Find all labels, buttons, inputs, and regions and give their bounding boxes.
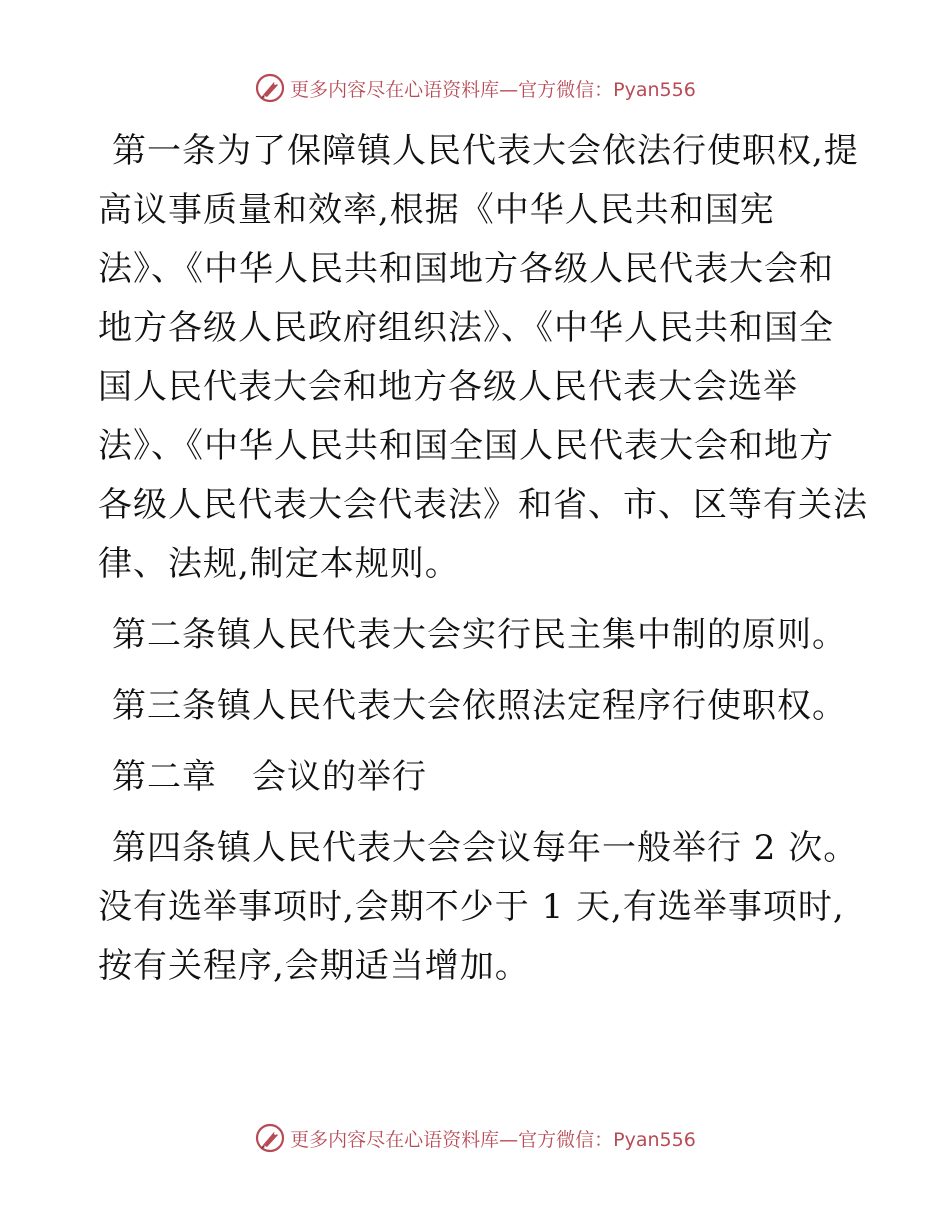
pen-logo-icon xyxy=(254,72,286,104)
text-line: 按有关程序,会期适当增加。 xyxy=(98,946,530,986)
text-line: 第四条镇人民代表大会会议每年一般举行 2 次。 xyxy=(112,828,859,868)
banner-text: 更多内容尽在心语资料库—官方微信：Pyan556 xyxy=(290,78,696,101)
text-line: 没有选举事项时,会期不少于 1 天,有选举事项时, xyxy=(98,887,845,927)
text-line: 第二章 会议的举行 xyxy=(112,757,427,797)
text-line: 第三条镇人民代表大会依照法定程序行使职权。 xyxy=(112,686,847,726)
text-line: 法》、《中华人民共和国全国人民代表大会和地方 xyxy=(98,426,834,466)
article-1 xyxy=(98,122,868,594)
text-line: 高议事质量和效率,根据《中华人民共和国宪 xyxy=(98,190,775,230)
footer-banner xyxy=(0,1120,950,1156)
article-3 xyxy=(98,677,858,736)
document-body xyxy=(98,122,868,1008)
text-line: 第一条为了保障镇人民代表大会依法行使职权,提 xyxy=(112,131,859,171)
article-2 xyxy=(98,606,858,665)
banner-text: 更多内容尽在心语资料库—官方微信：Pyan556 xyxy=(290,1128,696,1151)
text-line: 地方各级人民政府组织法》、《中华人民共和国全 xyxy=(98,308,834,348)
text-line: 国人民代表大会和地方各级人民代表大会选举 xyxy=(98,367,798,407)
text-line: 第二条镇人民代表大会实行民主集中制的原则。 xyxy=(112,615,847,655)
article-4 xyxy=(98,819,858,996)
text-line: 法》、《中华人民共和国地方各级人民代表大会和 xyxy=(98,249,834,289)
chapter-heading xyxy=(98,748,858,807)
pen-logo-icon xyxy=(254,1122,286,1154)
text-line: 各级人民代表大会代表法》和省、市、区等有关法 xyxy=(98,485,868,525)
header-banner xyxy=(0,70,950,106)
text-line: 律、法规,制定本规则。 xyxy=(98,544,460,584)
